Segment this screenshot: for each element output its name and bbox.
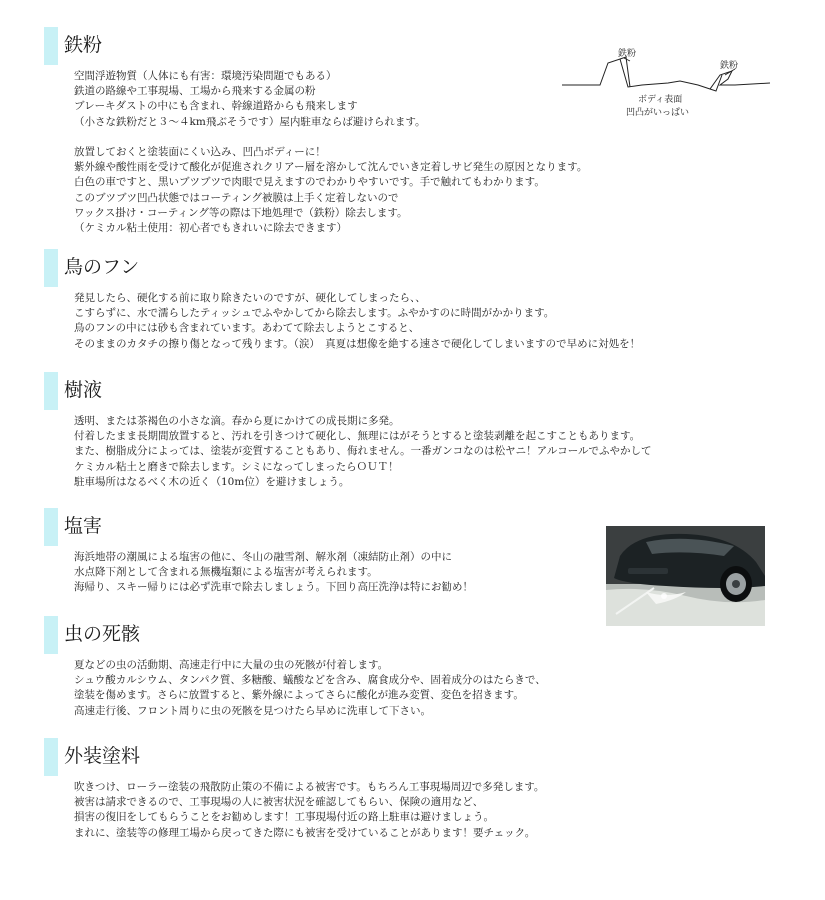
body-line: ワックス掛け・コーティング等の際は下地処理で（鉄粉）除去します。 [74,206,408,219]
body-line: このブツブツ凹凸状態ではコーティング被膜は上手く定着しないので [74,191,399,204]
body-line: 発見したら、硬化する前に取り除きたいのですが、硬化してしまったら、、 [74,292,426,304]
car-icon [606,526,765,626]
heading-accent-bar [44,508,58,546]
heading-accent-bar [44,27,58,65]
section-body [74,550,473,596]
body-line: （小さな鉄粉だと３～４km飛ぶそうです）屋内駐車ならば避けられます。 [74,115,426,128]
body-line: 海浜地帯の潮風による塩害の他に、冬山の融雪剤、解氷剤（凍結防止剤）の中に [74,551,452,563]
bumpy-label: 凹凸がいっぱい [626,108,690,118]
body-line: 紫外線や酸性雨を受けて酸化が促進されクリアー層を溶かして沈んでいき定着しサビ発生の原因となります。 [74,161,588,174]
body-line: 駐車場所はなるべく木の近く（10m位）を避けましょう。 [74,475,350,488]
body-line: 塗装を傷めます。さらに放置すると、紫外線によってさらに酸化が進み変質、変色を招きます。 [74,689,524,702]
heading-accent-bar [44,372,58,410]
body-line: 夏などの虫の活動期、高速走行中に大量の虫の死骸が付着します。 [74,659,389,671]
body-line: 空間浮遊物質（人体にも有害：環境汚染問題でもある） [74,70,337,82]
section-title: 塩害 [64,515,103,537]
section-body [74,291,640,352]
section-body [74,780,544,841]
blank-line [74,130,587,145]
body-line: 白色の車ですと、黒いブツブツで肉眼で見えますのでわかりやすいです。手で触れてもわかります。 [74,176,545,189]
section-title: 鉄粉 [64,34,103,56]
body-line: また、樹脂成分によっては、塗装が変質することもあり、侮れません。一番ガンコなのは松ヤニ！アルコールでふやかして [74,445,652,458]
body-line: 鳥のフンの中には砂も含まれています。あわてて除去しようとこすると、 [74,322,420,335]
body-line: 損害の復旧をしてもらうことをお勧めします！工事現場付近の路上駐車は避けましょう。 [74,811,494,824]
section-heading [44,249,344,287]
body-line: シュウ酸カルシウム、タンパク質、多糖酸、蟻酸などを含み、腐食成分や、固着成分のはたらきで、 [74,674,546,687]
heading-accent-bar [44,616,58,654]
section-title: 樹液 [64,379,103,401]
iron-particle-right [710,75,722,91]
body-line: 放置しておくと塗装面にくい込み、凹凸ボディーに！ [74,145,326,158]
body-line: 高速走行後、フロント周りに虫の死骸を見つけたら早めに洗車して下さい。 [74,704,431,717]
body-line: ブレーキダストの中にも含まれ、幹線道路からも飛来します [74,100,358,113]
body-line: 水点降下剤として含まれる無機塩類による塩害が考えられます。 [74,566,378,579]
iron-label-left: 鉄粉 [618,49,637,59]
section-heading [44,616,344,654]
section-heading [44,27,344,65]
body-line: （ケミカル粘土使用：初心者でもきれいに除去できます） [74,221,347,234]
iron-label-right: 鉄粉 [720,61,739,71]
section-heading [44,508,344,546]
body-surface-line [562,59,770,89]
section-body [74,69,587,236]
section-body [74,658,546,719]
body-line: 吹きつけ、ローラー塗装の飛散防止策の不備による被害です。もちろん工事現場周辺で多発します。 [74,781,545,793]
car-rear-wash-photo [606,526,765,626]
iron-powder-diagram [560,45,780,125]
body-line: 付着したまま長期間放置すると、汚れを引きつけて硬化し、無理にはがそうとすると塗装剥離を起こすこともあります。 [74,430,641,443]
body-line: 鉄道の路線や工事現場、工場から飛来する金属の粉 [74,85,316,98]
body-line: こすらずに、水で濡らしたティッシュでふやかしてから除去します。ふやかすのに時間がかかります。 [74,307,555,320]
section-heading [44,738,344,776]
body-surface-label: ボディ表面 [638,95,683,105]
section-title: 鳥のフン [64,256,140,278]
body-line: そのままのカタチの擦り傷となって残ります。（涙） 真夏は想像を絶する速さで硬化してしまいますので早めに対処を！ [74,337,641,350]
section-heading [44,372,344,410]
section-body [74,414,652,490]
section-title: 虫の死骸 [64,623,141,645]
body-line: ケミカル粘土と磨きで除去します。シミになってしまったらＯＵＴ！ [74,460,399,473]
heading-accent-bar [44,738,58,776]
iron-particle-left [620,57,630,87]
body-line: 海帰り、スキー帰りには必ず洗車で除去しましょう。下回り高圧洗浄は特にお勧め！ [74,581,473,594]
heading-accent-bar [44,249,58,287]
body-line: 被害は請求できるので、工事現場の人に被害状況を確認してもらい、保険の適用など、 [74,796,484,809]
section-title: 外装塗料 [64,745,141,767]
body-line: まれに、塗装等の修理工場から戻ってきた際にも被害を受けていることがあります！要チェック。 [74,826,536,839]
body-line: 透明、または茶褐色の小さな滴。春から夏にかけての成長期に多発。 [74,415,400,427]
